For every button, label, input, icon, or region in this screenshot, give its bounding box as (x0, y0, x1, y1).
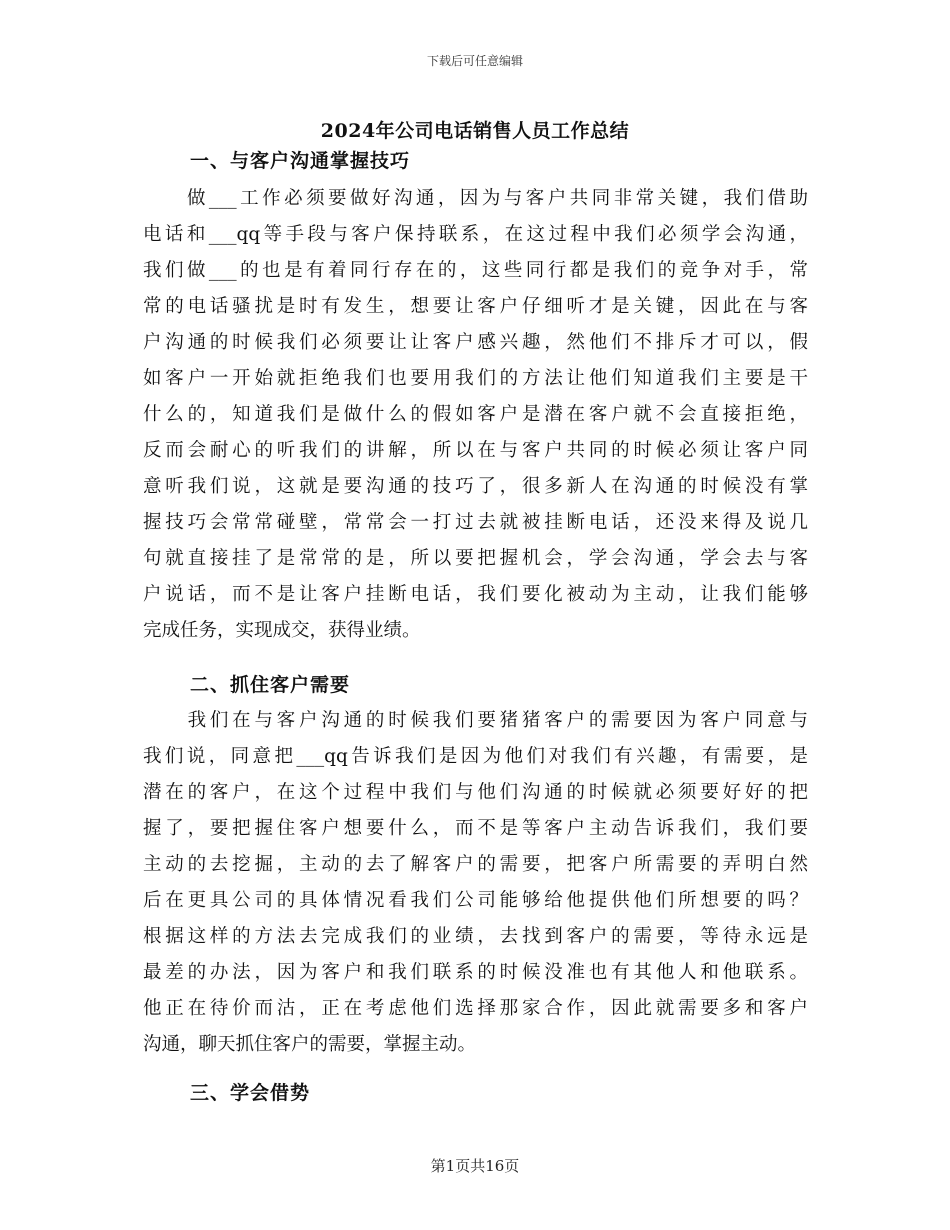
paragraph-line: 反而会耐心的听我们的讲解，所以在与客户共同的时候必须让客户同 (143, 440, 808, 461)
page-header: 下载后可任意编辑 (426, 54, 523, 68)
paragraph-line: 户沟通的时候我们必须要让让客户感兴趣，然他们不排斥才可以，假 (143, 332, 808, 353)
section-heading-2: 二、抓住客户需要 (190, 674, 351, 696)
paragraph-line: 握技巧会常常碰壁，常常会一打过去就被挂断电话，还没来得及说几 (143, 512, 808, 533)
paragraph-line: 如客户一开始就拒绝我们也要用我们的方法让他们知道我们主要是干 (143, 368, 808, 389)
paragraph-line: 他正在待价而沽，正在考虑他们选择那家合作，因此就需要多和客户 (143, 998, 808, 1019)
document-title: 2024年公司电话销售人员工作总结 (320, 120, 630, 142)
paragraph-line: 意听我们说，这就是要沟通的技巧了，很多新人在沟通的时候没有掌 (143, 476, 808, 497)
paragraph-line: 完成任务，实现成交，获得业绩。 (143, 620, 421, 641)
paragraph-line: 根据这样的方法去完成我们的业绩，去找到客户的需要，等待永远是 (143, 926, 808, 947)
paragraph-line: 后在更具公司的具体情况看我们公司能够给他提供他们所想要的吗？ (143, 890, 808, 911)
paragraph-line: 我们在与客户沟通的时候我们要猪猪客户的需要因为客户同意与 (143, 710, 808, 731)
section-body-2 (143, 703, 808, 1063)
paragraph-line: 常的电话骚扰是时有发生，想要让客户仔细听才是关键，因此在与客 (143, 296, 808, 317)
paragraph-line: 沟通，聊天抓住客户的需要，掌握主动。 (143, 1034, 477, 1055)
page-footer: 第1页共16页 (430, 1157, 520, 1175)
section-heading-3: 三、学会借势 (190, 1082, 311, 1104)
paragraph-line: 什么的，知道我们是做什么的假如客户是潜在客户就不会直接拒绝， (143, 404, 808, 425)
section-heading-1: 一、与客户沟通掌握技巧 (190, 150, 411, 172)
paragraph-line: 电话和___qq等手段与客户保持联系，在这过程中我们必须学会沟通， (143, 224, 808, 245)
paragraph-line: 做___工作必须要做好沟通，因为与客户共同非常关键，我们借助 (143, 188, 808, 209)
paragraph-line: 最差的办法，因为客户和我们联系的时候没准也有其他人和他联系。 (143, 962, 808, 983)
paragraph-line: 我们做___的也是有着同行存在的，这些同行都是我们的竞争对手，常 (143, 260, 808, 281)
paragraph-line: 主动的去挖掘，主动的去了解客户的需要，把客户所需要的弄明白然 (143, 854, 808, 875)
paragraph-line: 句就直接挂了是常常的是，所以要把握机会，学会沟通，学会去与客 (143, 548, 808, 569)
paragraph-line: 握了，要把握住客户想要什么，而不是等客户主动告诉我们，我们要 (143, 818, 808, 839)
section-body-1 (143, 181, 808, 649)
paragraph-line: 我们说，同意把___qq告诉我们是因为他们对我们有兴趣，有需要，是 (143, 746, 808, 767)
paragraph-line: 户说话，而不是让客户挂断电话，我们要化被动为主动，让我们能够 (143, 584, 808, 605)
paragraph-line: 潜在的客户，在这个过程中我们与他们沟通的时候就必须要好好的把 (143, 782, 808, 803)
